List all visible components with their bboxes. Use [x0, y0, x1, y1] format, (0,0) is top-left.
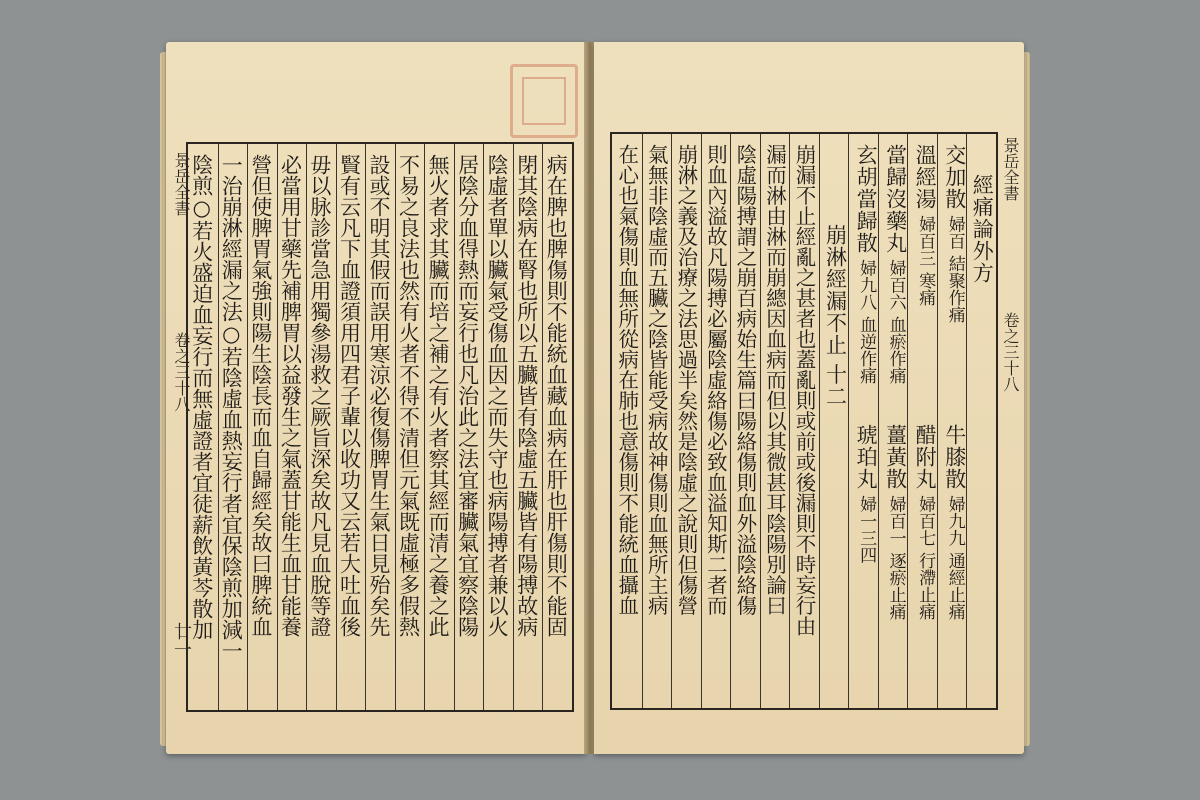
column-rule [306, 144, 307, 710]
formula-reference: 婦百一 [885, 490, 906, 552]
formula-name: 醋附丸 [913, 424, 938, 490]
text-column: 則血內溢故凡陽搏必屬陰虛絡傷必致血溢知斯二者而 [703, 144, 728, 616]
text-column: 一治崩淋經漏之法○若陰虛血熱妄行者宜保陰煎加減一 [219, 154, 244, 661]
left-page [166, 42, 586, 754]
text-column: 營但使脾胃氣強則陽生陰長而血自歸經矣故曰脾統血 [248, 154, 273, 637]
formula-name: 當歸沒藥丸 [883, 144, 908, 254]
column-rule [513, 144, 514, 710]
formula-entry [910, 144, 940, 306]
formula-entry [940, 144, 970, 323]
open-book [160, 42, 1030, 754]
formula-name: 溫經湯 [913, 144, 938, 210]
column-rule [730, 134, 731, 708]
right-chapter-mark: 卷之三十八 [1001, 312, 1020, 392]
right-running-head: 景岳全書 [1001, 137, 1020, 201]
formula-indication: 血瘀作痛 [885, 315, 906, 384]
column-rule [277, 144, 278, 710]
formula-indication: 逐瘀止痛 [885, 551, 906, 620]
formula-reference: 婦百七 [915, 490, 936, 552]
column-rule [454, 144, 455, 710]
column-rule [218, 144, 219, 710]
formula-reference: 婦百 [944, 210, 965, 255]
column-rule [642, 134, 643, 708]
column-rule [671, 134, 672, 708]
left-text-frame [186, 142, 574, 712]
text-column: 陰虛者單以臟氣受傷血因之而失守也病陽搏者兼以火 [485, 154, 510, 637]
column-rule [701, 134, 702, 708]
formula-entry [940, 424, 970, 620]
left-running-head: 景岳全書 [172, 152, 191, 216]
section-title: 經痛論外方 [970, 174, 995, 284]
text-column: 不易之良法也然有火者不得不清但元氣既虛極多假熱 [396, 154, 421, 637]
right-page [594, 42, 1024, 754]
text-column: 漏而淋由淋而崩總因血病而但以其微甚耳陰陽別論曰 [762, 144, 787, 616]
column-rule [542, 144, 543, 710]
text-column: 居陰分血得熱而妄行也凡治此之法宜審臟氣宜察陰陽 [455, 154, 480, 637]
text-column: 毋以脉診當急用獨參湯救之厥旨深矣故凡見血脫等證 [307, 154, 332, 637]
formula-indication: 行滯止痛 [915, 551, 936, 620]
library-seal-icon [510, 64, 578, 138]
text-column: 氣無非陰虛而五臟之陰皆能受病故神傷則血無所主病 [644, 144, 669, 616]
formula-name: 牛膝散 [942, 424, 967, 490]
formula-reference: 婦百三 [915, 210, 936, 272]
left-folio: 廿一 [171, 622, 192, 658]
text-column: 在心也氣傷則血無所從病在肺也意傷則不能統血攝血 [614, 144, 639, 616]
left-chapter-mark: 卷之三十八 [172, 332, 191, 412]
column-rule [336, 144, 337, 710]
column-rule [819, 134, 820, 708]
text-column: 必當用甘藥先補脾胃以益發生之氣蓋甘能生血甘能養 [278, 154, 303, 637]
formula-indication: 通經止痛 [944, 551, 965, 620]
formula-entry [881, 144, 911, 384]
column-rule [365, 144, 366, 710]
formula-name: 交加散 [942, 144, 967, 210]
column-rule [848, 134, 849, 708]
formula-name: 玄胡當歸散 [854, 144, 879, 254]
text-column: 崩漏不止經亂之甚者也蓋亂則或前或後漏則不時妄行由 [792, 144, 816, 636]
formula-reference: 婦百六 [885, 254, 906, 316]
text-column: 病在脾也脾傷則不能統血藏血病在肝也肝傷則不能固 [544, 154, 569, 637]
column-rule [247, 144, 248, 710]
column-rule [789, 134, 790, 708]
formula-entry [881, 424, 911, 620]
formula-entry [910, 424, 940, 620]
text-column: 無火者求其臟而培之補之有火者察其經而清之養之此 [426, 154, 451, 637]
formula-name: 琥珀丸 [854, 424, 879, 490]
column-rule [424, 144, 425, 710]
right-text-frame [610, 132, 998, 710]
formula-entry [851, 144, 881, 384]
text-column: 設或不明其假而誤用寒涼必復傷脾胃生氣日見殆矣先 [367, 154, 391, 637]
section-heading: 崩淋經漏不止 十二 [823, 224, 848, 408]
text-column: 崩淋之義及治療之法思過半矣然是陰虛之說則但傷營 [673, 144, 698, 616]
formula-entry [851, 424, 881, 563]
formula-reference: 婦九八 [856, 254, 877, 316]
formula-reference: 婦九九 [944, 490, 965, 552]
text-column: 賢有云凡下血證須用四君子輩以收功又云若大吐血後 [337, 154, 362, 637]
formula-indication: 血逆作痛 [856, 315, 877, 384]
formula-name: 薑黃散 [883, 424, 908, 490]
column-rule [760, 134, 761, 708]
formula-indication: 結聚作痛 [944, 254, 965, 323]
text-column: 陰虛陽搏謂之崩百病始生篇曰陽絡傷則血外溢陰絡傷 [732, 144, 757, 616]
formula-indication: 寒痛 [915, 271, 936, 306]
column-rule [395, 144, 396, 710]
text-column: 閉其陰病在腎也所以五臟皆有陰虛五臟皆有陽搏故病 [514, 154, 539, 637]
column-rule [483, 144, 484, 710]
formula-reference: 婦一三四 [856, 490, 877, 564]
text-column: 陰煎○若火盛迫血妄行而無虛證者宜徒薪飲黃芩散加 [189, 154, 214, 640]
